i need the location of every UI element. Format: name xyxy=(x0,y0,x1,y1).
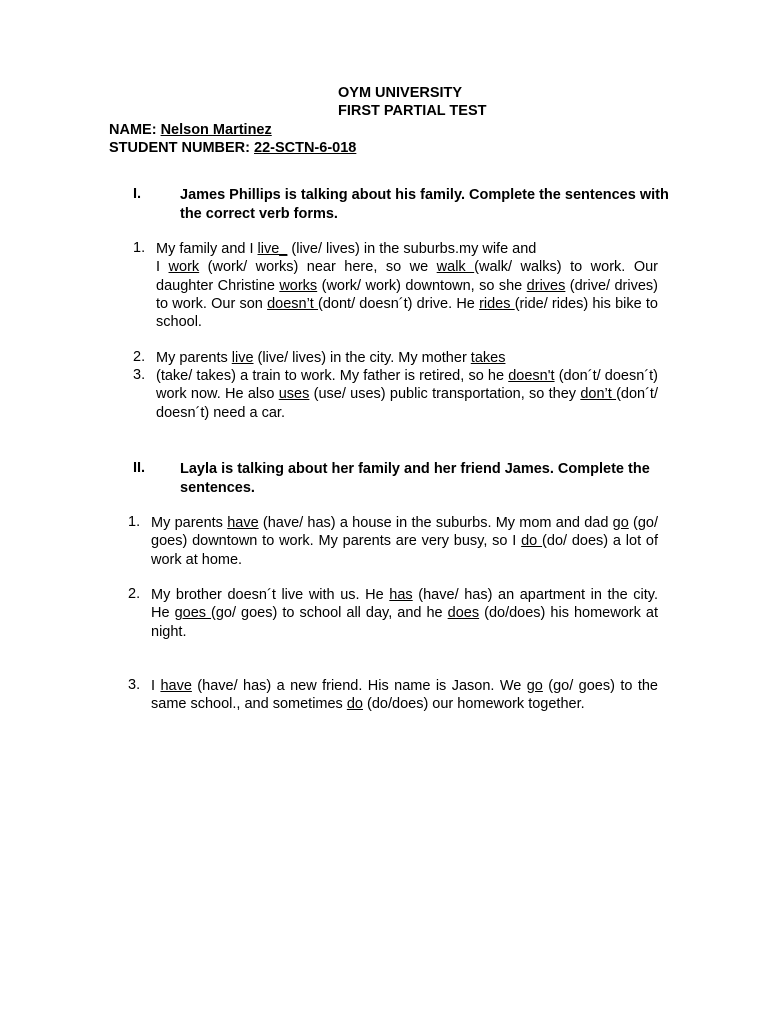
answer-blank: doesn't xyxy=(508,368,555,384)
answer-blank: go xyxy=(526,678,543,694)
sentence-text: (do/ does) a lot of work at home. xyxy=(151,533,658,568)
answer-blank: rides xyxy=(479,295,515,312)
s2-item-2-number: 2. xyxy=(128,586,141,602)
sentence-text: (go/ goes) downtown to work. My parents are very busy, so I xyxy=(151,515,659,550)
student-number-label: STUDENT NUMBER: xyxy=(109,140,250,156)
s1-item-1-number: 1. xyxy=(133,240,146,256)
s2-item-1-text xyxy=(151,514,658,569)
sentence-text: I xyxy=(151,678,161,694)
answer-blank: does xyxy=(447,605,480,622)
name-line xyxy=(109,122,272,138)
name-label: NAME: xyxy=(109,122,157,138)
s2-item-1-number: 1. xyxy=(128,514,141,530)
sentence-text: (don´t/ doesn´t) need a car. xyxy=(156,386,658,421)
sentence-text: I xyxy=(156,259,169,276)
sentence-text: (work/ works) near here, so we xyxy=(199,259,437,276)
answer-blank: drives xyxy=(526,277,566,294)
answer-blank: takes xyxy=(470,350,506,366)
sentence-text: (ride/ rides) his bike to school. xyxy=(156,295,658,331)
student-number-value: 22-SCTN-6-018 xyxy=(254,140,357,156)
sentence-text: (have/ has) a new friend. His name is Jason. We xyxy=(191,678,527,694)
s1-item-3-text xyxy=(156,367,658,422)
section-2-instruction: Layla is talking about her family and her friend James. Complete the sentences. xyxy=(180,461,650,496)
s1-item-1-text xyxy=(156,240,658,331)
sentence-text: (do/does) his homework at night. xyxy=(151,605,658,640)
sentence-text: (have/ has) an apartment in the city. He xyxy=(151,587,658,622)
university-title: OYM UNIVERSITY xyxy=(338,85,463,101)
s1-item-3-number: 3. xyxy=(133,367,146,383)
answer-blank: live_ xyxy=(257,241,288,257)
sentence-text: (drive/ drives) to work. Our son xyxy=(156,277,658,312)
sentence-text: (live/ lives) in the city. My mother xyxy=(253,350,471,366)
section-1-numeral: I. xyxy=(133,186,142,202)
test-title: FIRST PARTIAL TEST xyxy=(338,103,487,119)
student-number-line xyxy=(109,140,356,156)
answer-blank: don’t xyxy=(580,386,617,403)
answer-blank: work xyxy=(168,259,200,276)
sentence-text: My brother doesn´t live with us. He xyxy=(151,587,390,603)
sentence-text: (go/ goes) to the same school., and sometimes xyxy=(151,678,658,713)
section-2-numeral: II. xyxy=(133,460,146,476)
sentence-text: (use/ uses) public transportation, so they xyxy=(309,386,581,403)
sentence-text: (dont/ doesn´t) drive. He xyxy=(318,295,480,312)
answer-blank: uses xyxy=(278,386,310,403)
answer-blank: has xyxy=(389,587,413,603)
s1-item-2-number: 2. xyxy=(133,349,146,365)
answer-blank: go xyxy=(612,515,629,531)
answer-blank: have xyxy=(227,515,259,531)
answer-blank: goes xyxy=(174,605,212,622)
answer-blank: works xyxy=(279,277,318,294)
sentence-text: (have/ has) a house in the suburbs. My mom and dad xyxy=(258,515,613,531)
s2-item-3-text xyxy=(151,677,658,714)
sentence-text: (do/does) our homework together. xyxy=(362,696,585,713)
sentence-text: (work/ work) downtown, so she xyxy=(317,277,527,294)
answer-blank: doesn’t xyxy=(267,295,319,312)
sentence-text: My parents xyxy=(151,515,228,531)
s2-item-2-text xyxy=(151,586,658,641)
sentence-text: (take/ takes) a train to work. My father is retired, so he xyxy=(156,368,509,384)
name-value: Nelson Martinez xyxy=(160,122,272,138)
sentence-text: (go/ goes) to school all day, and he xyxy=(211,605,448,622)
sentence-text: (walk/ walks) to work. Our daughter Christine xyxy=(156,259,658,294)
answer-blank: do xyxy=(521,533,543,550)
sentence-text: (don´t/ doesn´t) work now. He also xyxy=(156,368,658,403)
s2-item-3-number: 3. xyxy=(128,677,141,693)
answer-blank: have xyxy=(160,678,192,694)
answer-blank: live xyxy=(231,350,254,366)
answer-blank: do xyxy=(346,696,363,713)
s1-item-2-text xyxy=(156,349,658,367)
sentence-text: My parents xyxy=(156,350,232,366)
answer-blank: walk xyxy=(436,259,475,276)
section-1-instruction: James Phillips is talking about his family. Complete the sentences with the correct verb forms. xyxy=(180,187,669,222)
sentence-text: My family and I xyxy=(156,241,258,257)
sentence-text: (live/ lives) in the suburbs.my wife and xyxy=(287,241,537,257)
